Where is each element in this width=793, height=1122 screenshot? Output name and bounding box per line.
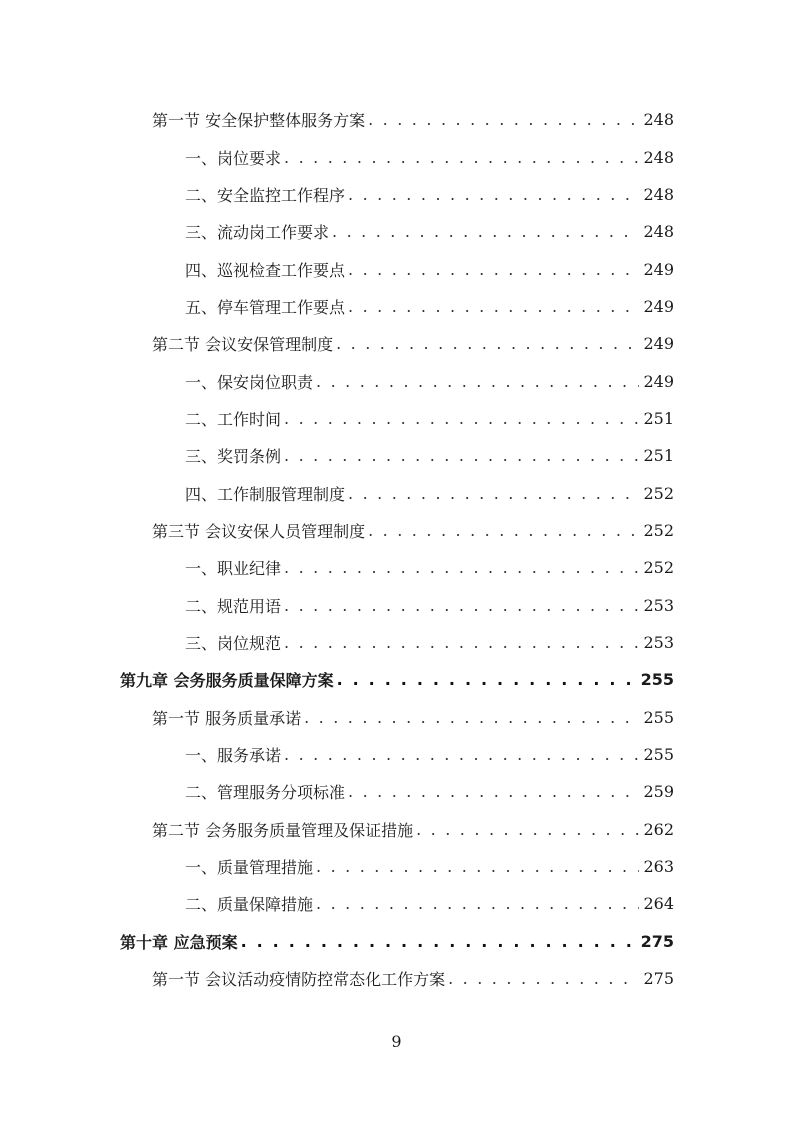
toc-entry-chapter[interactable]: [0, 661, 793, 698]
toc-dot-leader: [416, 820, 670, 839]
toc-entry-title: 一、服务承诺: [185, 746, 282, 766]
toc-dot-leader: [448, 969, 670, 988]
toc-entry-page: 259: [639, 782, 674, 801]
toc-entry-page: 262: [639, 820, 674, 839]
toc-dot-leader: [348, 185, 670, 204]
toc-entry-title: 一、岗位要求: [185, 148, 282, 168]
toc-entry-title: 二、管理服务分项标准: [185, 783, 346, 803]
toc-dot-leader: [337, 670, 670, 689]
toc-entry-item[interactable]: [0, 176, 793, 213]
toc-entry-title: 三、岗位规范: [185, 633, 282, 653]
toc-dot-leader: [284, 148, 670, 167]
toc-entry-title: 第二节 会务服务质量管理及保证措施: [152, 820, 414, 840]
toc-entry-item[interactable]: [0, 400, 793, 437]
toc-dot-leader: [316, 894, 670, 913]
toc-entry-title: 二、工作时间: [185, 409, 282, 429]
toc-entry-section[interactable]: [0, 699, 793, 736]
toc-entry-title: 二、安全监控工作程序: [185, 185, 346, 205]
toc-entry-page: 249: [639, 372, 674, 391]
toc-entry-title: 第二节 会议安保管理制度: [152, 335, 334, 355]
toc-entry-item[interactable]: [0, 474, 793, 511]
toc-entry-title: 二、规范用语: [185, 596, 282, 616]
toc-dot-leader: [348, 297, 670, 316]
toc-entry-section[interactable]: [0, 101, 793, 138]
toc-entry-page: 275: [639, 969, 674, 988]
toc-entry-page: 248: [639, 222, 674, 241]
toc-entry-page: 275: [637, 932, 674, 951]
toc-dot-leader: [348, 484, 670, 503]
toc-entry-page: 263: [639, 857, 674, 876]
toc-entry-section[interactable]: [0, 325, 793, 362]
toc-entry-page: 251: [639, 446, 674, 465]
toc-entry-page: 252: [639, 521, 674, 540]
page-number: 9: [391, 1032, 402, 1051]
toc-dot-leader: [284, 409, 670, 428]
toc-entry-item[interactable]: [0, 138, 793, 175]
toc-entry-item[interactable]: [0, 586, 793, 623]
toc-dot-leader: [304, 708, 670, 727]
toc-dot-leader: [348, 782, 670, 801]
toc-entry-page: 252: [639, 484, 674, 503]
toc-entry-page: 249: [639, 297, 674, 316]
toc-entry-title: 五、停车管理工作要点: [185, 297, 346, 317]
toc-entry-title: 二、质量保障措施: [185, 895, 314, 915]
toc-entry-section[interactable]: [0, 811, 793, 848]
toc-entry-page: 253: [639, 633, 674, 652]
toc-entry-page: 249: [639, 260, 674, 279]
toc-entry-item[interactable]: [0, 437, 793, 474]
toc-entry-page: 252: [639, 558, 674, 577]
toc-entry-page: 248: [639, 148, 674, 167]
toc-entry-title: 第一节 服务质量承诺: [152, 708, 302, 728]
toc-entry-item[interactable]: [0, 773, 793, 810]
toc-dot-leader: [284, 446, 670, 465]
toc-dot-leader: [368, 521, 670, 540]
toc-entry-title: 四、巡视检查工作要点: [185, 260, 346, 280]
toc-entry-item[interactable]: [0, 362, 793, 399]
toc-dot-leader: [316, 372, 670, 391]
toc-entry-title: 三、奖罚条例: [185, 447, 282, 467]
toc-entry-item[interactable]: [0, 213, 793, 250]
toc-dot-leader: [368, 110, 670, 129]
toc-entry-title: 一、质量管理措施: [185, 858, 314, 878]
toc-entry-item[interactable]: [0, 624, 793, 661]
toc-entry-title: 一、保安岗位职责: [185, 372, 314, 392]
toc-dot-leader: [284, 745, 670, 764]
toc-entry-title: 一、职业纪律: [185, 559, 282, 579]
toc-entry-chapter[interactable]: [0, 923, 793, 960]
toc-entry-item[interactable]: [0, 288, 793, 325]
toc-entry-page: 255: [637, 670, 674, 689]
toc-entry-page: 264: [639, 894, 674, 913]
toc-dot-leader: [336, 334, 670, 353]
toc-entry-page: 249: [639, 334, 674, 353]
toc-entry-item[interactable]: [0, 736, 793, 773]
toc-entry-section[interactable]: [0, 960, 793, 997]
toc-entry-title: 四、工作制服管理制度: [185, 484, 346, 504]
table-of-contents: [0, 101, 793, 997]
toc-entry-item[interactable]: [0, 250, 793, 287]
toc-entry-page: 253: [639, 596, 674, 615]
toc-entry-page: 251: [639, 409, 674, 428]
toc-entry-item[interactable]: [0, 848, 793, 885]
toc-entry-title: 第三节 会议安保人员管理制度: [152, 521, 366, 541]
toc-entry-title: 三、流动岗工作要求: [185, 223, 330, 243]
toc-entry-page: 248: [639, 185, 674, 204]
toc-entry-title: 第九章 会务服务质量保障方案: [120, 671, 334, 691]
toc-dot-leader: [348, 260, 670, 279]
toc-entry-section[interactable]: [0, 512, 793, 549]
toc-entry-page: 255: [639, 708, 674, 727]
toc-dot-leader: [284, 558, 670, 577]
toc-entry-item[interactable]: [0, 549, 793, 586]
toc-dot-leader: [241, 932, 670, 951]
toc-dot-leader: [284, 596, 670, 615]
toc-entry-page: 255: [639, 745, 674, 764]
toc-entry-title: 第一节 会议活动疫情防控常态化工作方案: [152, 970, 446, 990]
toc-dot-leader: [332, 222, 670, 241]
toc-entry-title: 第十章 应急预案: [120, 932, 238, 952]
toc-dot-leader: [284, 633, 670, 652]
toc-entry-item[interactable]: [0, 885, 793, 922]
toc-dot-leader: [316, 857, 670, 876]
toc-entry-page: 248: [639, 110, 674, 129]
toc-entry-title: 第一节 安全保护整体服务方案: [152, 111, 366, 131]
